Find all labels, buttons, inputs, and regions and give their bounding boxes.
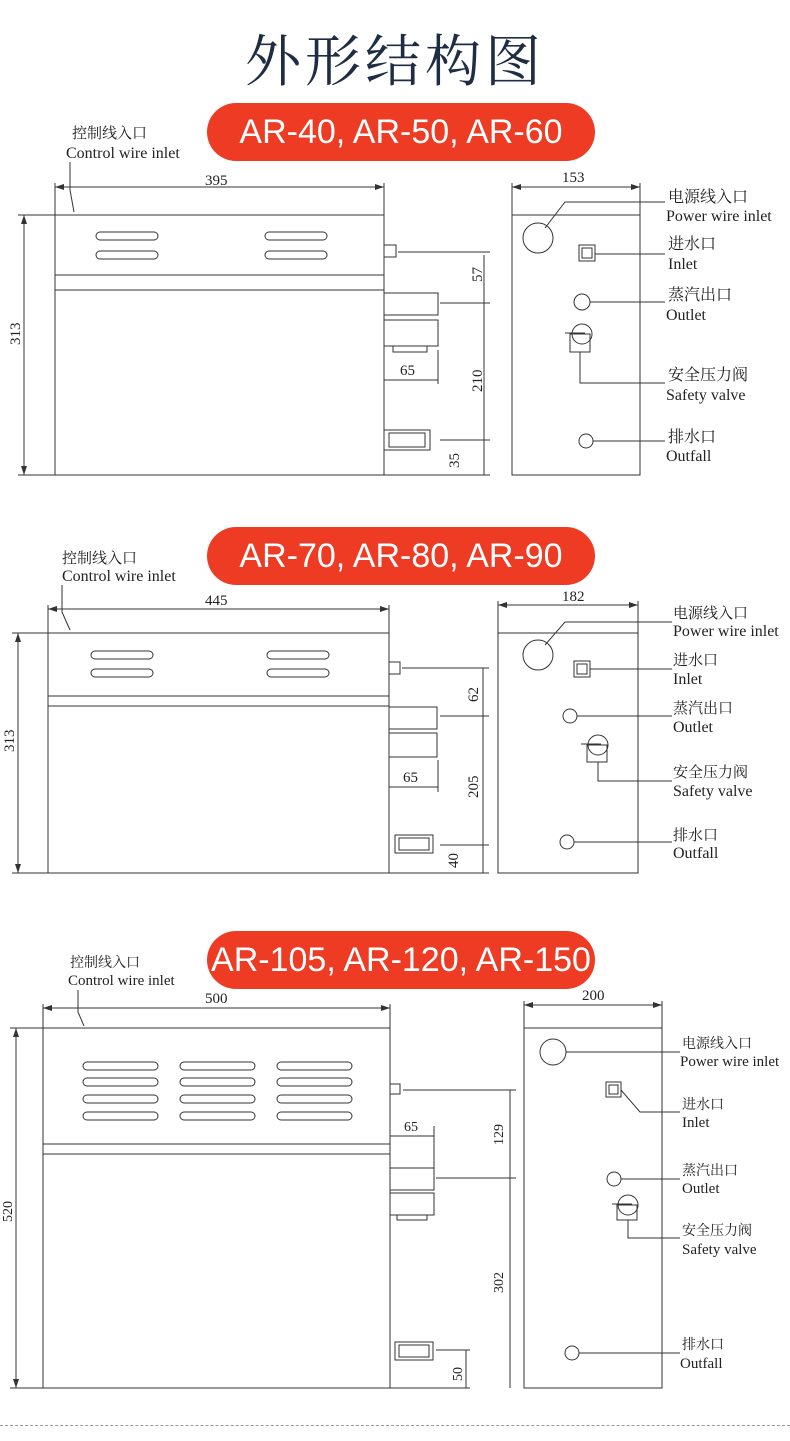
power-en-2: Power wire inlet [673, 623, 779, 640]
outfall-cn-1: 排水口 [668, 429, 717, 446]
dim-bot-3: 50 [451, 1367, 466, 1381]
inlet-cn-2: 进水口 [673, 653, 719, 669]
power-en-1: Power wire inlet [666, 208, 772, 225]
inlet-en-3: Inlet [682, 1115, 710, 1131]
outlet-en-3: Outlet [682, 1181, 720, 1197]
valve-en-2: Safety valve [673, 783, 753, 800]
control-cn-2: 控制线入口 [62, 551, 138, 567]
dim-bot-2: 40 [446, 853, 462, 868]
control-en-3: Control wire inlet [68, 973, 175, 989]
diagram-section-2 [0, 500, 790, 900]
valve-en-3: Safety valve [682, 1242, 757, 1258]
valve-cn-1: 安全压力阀 [668, 367, 749, 384]
control-cn-1: 控制线入口 [72, 126, 148, 142]
outlet-en-1: Outlet [666, 307, 706, 324]
outlet-cn-1: 蒸汽出口 [668, 287, 733, 304]
valve-en-1: Safety valve [666, 387, 746, 404]
inlet-cn-3: 进水口 [682, 1098, 724, 1113]
dim-height-1: 313 [8, 322, 24, 345]
inlet-en-1: Inlet [668, 256, 698, 273]
control-en-2: Control wire inlet [62, 568, 176, 585]
diagram-section-1 [0, 0, 790, 500]
model-badge-1: AR-40, AR-50, AR-60 [207, 103, 595, 161]
bottom-divider [0, 1425, 790, 1426]
dim-mid-3: 302 [492, 1272, 507, 1293]
dim-top-2: 62 [466, 687, 482, 702]
model-badge-3: AR-105, AR-120, AR-150 [207, 931, 595, 989]
outlet-cn-3: 蒸汽出口 [682, 1164, 738, 1179]
dim-width-3: 500 [205, 991, 228, 1007]
outfall-en-1: Outfall [666, 448, 712, 465]
dim-top-1: 57 [470, 267, 486, 282]
inlet-cn-1: 进水口 [668, 236, 717, 253]
control-cn-3: 控制线入口 [70, 956, 140, 971]
power-en-3: Power wire inlet [680, 1054, 780, 1070]
dim-bot-1: 35 [447, 453, 463, 468]
power-cn-1: 电源线入口 [668, 189, 749, 206]
dim-width-2: 445 [205, 593, 228, 609]
dim-height-3: 520 [1, 1201, 16, 1222]
outfall-cn-2: 排水口 [673, 828, 719, 844]
diagram-section-3 [0, 900, 790, 1420]
model-badge-2: AR-70, AR-80, AR-90 [207, 527, 595, 585]
outfall-cn-3: 排水口 [682, 1338, 724, 1353]
dim-pipe-1: 65 [400, 363, 415, 379]
dim-depth-2: 182 [562, 589, 585, 605]
page-title: 外形结构图 [245, 30, 545, 95]
dim-mid-1: 210 [470, 369, 486, 392]
power-cn-2: 电源线入口 [673, 606, 749, 622]
power-cn-3: 电源线入口 [682, 1037, 752, 1052]
dim-width-1: 395 [205, 173, 228, 189]
outfall-en-3: Outfall [680, 1356, 723, 1372]
control-en-1: Control wire inlet [66, 145, 180, 162]
outlet-en-2: Outlet [673, 719, 713, 736]
dim-mid-2: 205 [466, 775, 482, 798]
valve-cn-2: 安全压力阀 [673, 765, 749, 781]
outfall-en-2: Outfall [673, 845, 719, 862]
outlet-cn-2: 蒸汽出口 [673, 701, 734, 717]
dim-pipe-2: 65 [403, 770, 418, 786]
dim-top-3: 129 [492, 1124, 507, 1145]
dim-pipe-3: 65 [404, 1120, 418, 1135]
dim-height-2: 313 [2, 729, 18, 752]
dim-depth-3: 200 [582, 988, 605, 1004]
inlet-en-2: Inlet [673, 671, 703, 688]
dim-depth-1: 153 [562, 170, 585, 186]
valve-cn-3: 安全压力阀 [682, 1224, 752, 1239]
